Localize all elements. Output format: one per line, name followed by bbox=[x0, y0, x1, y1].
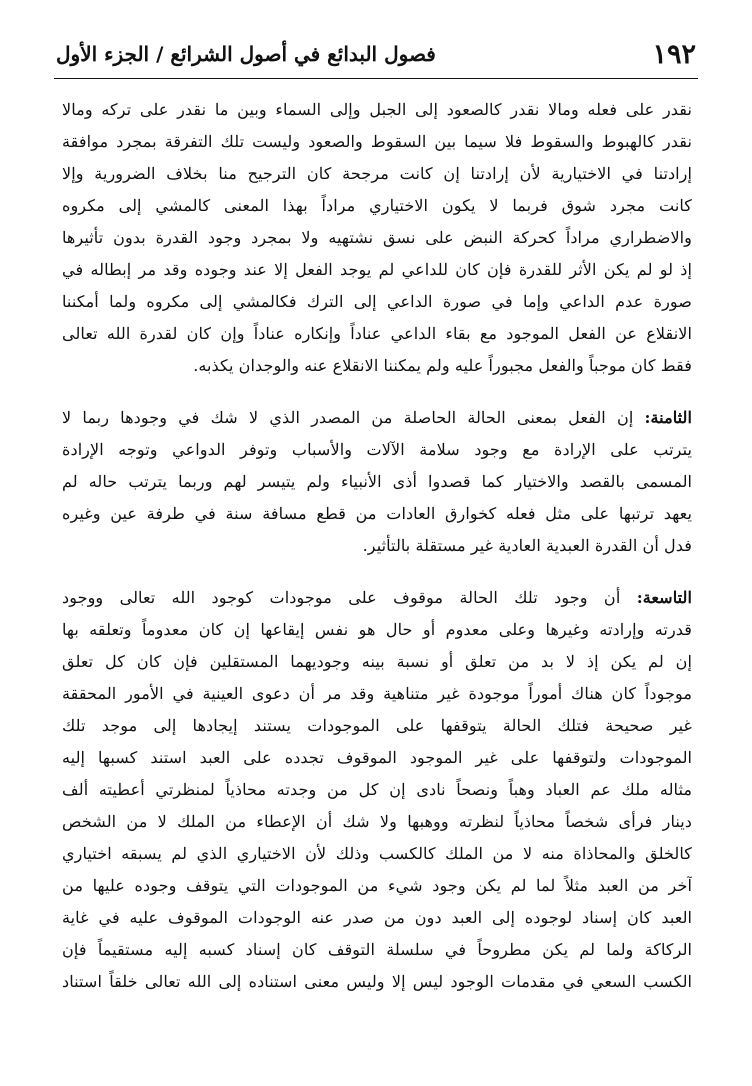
text-line: مثاله ملك عم العباد وهباً ونصحاً نادى إن كل من وجدته محاذياً لمنظرتي أعطيته ألف bbox=[62, 780, 692, 799]
header-rule bbox=[54, 78, 698, 79]
text-line: الموجودات ولتوقفها على غير الموجود الموقوف تجدده على العبد استند كسبها إليه bbox=[62, 748, 692, 767]
paragraph-2 bbox=[62, 402, 692, 562]
page-number: ١٩٢ bbox=[652, 38, 696, 70]
text-line: صورة عدم الداعي وإما في صورة الداعي إلى الترك فكالمشي إلى مكروه ولما أمكننا bbox=[62, 292, 692, 311]
text-line: دينار فرأى شخصاً محاذياً لنظرته ووهبها ولا شك أن الإعطاء من الملك لا من الشخص bbox=[62, 812, 692, 831]
text-line: قدرته وإرادته وغيرها وعلى معدوم أو حال هو نفس إيقاعها إن كان معدوماً وتعلقه بها bbox=[62, 620, 692, 639]
text-line: والاضطراري مراداً كحركة النبض على نسق نشتهيه ولا بمجرد وجود القدرة بدون تأثيرها bbox=[62, 228, 692, 247]
text-line bbox=[62, 582, 692, 614]
text-line: يترتب على الإرادة مع وجود سلامة الآلات والأسباب وتوفر الدواعي وتوجه الإرادة bbox=[62, 440, 692, 459]
text-line: فقط كان موجباً والفعل مجبوراً عليه ولم يمكننا الانقلاع عنه والوجدان يكذبه. bbox=[193, 356, 692, 375]
text-line: إذ لو لم يكن الأثر للقدرة فإن كان للداعي لم يوجد الفعل إلا عند وجوده وقد مر إبطاله في bbox=[62, 260, 692, 279]
paragraph-lead: التاسعة: bbox=[636, 588, 692, 607]
body-text bbox=[62, 94, 692, 998]
text-line: موجوداً كان هناك أموراً موجودة غير متناهية وقد مر أن دعوى العينية في الأمور المحققة bbox=[62, 684, 692, 703]
text-line: الكسب السعي في مقدمات الوجود ليس إلا وليس معنى استناده إلى الله تعالى خلقاً استناد bbox=[62, 972, 692, 991]
text-line: الركاكة ولما لم يكن مطروحاً في سلسلة التوقف كان إسناد كسبه إليه مستقيماً فإن bbox=[62, 940, 692, 959]
paragraph-3 bbox=[62, 582, 692, 998]
paragraph-gap bbox=[62, 562, 692, 582]
text-line: إرادتنا في الاختيارية لأن إرادتنا إن كانت مرجحة كان الترجيح منا بخلاف الضرورية وإلا bbox=[62, 164, 692, 183]
text-line: فدل أن القدرة العبدية العادية غير مستقلة بالتأثير. bbox=[362, 536, 692, 555]
text-line: المسمى بالقصد والاختيار كما قصدوا أذى الأنبياء ولم يتيسر لهم وربما يترتب حاله لم bbox=[62, 472, 692, 491]
text-line: غير صحيحة فتلك الحالة يتوقفها على الموجودات يستند إيجادها إلى موجد تلك bbox=[62, 716, 692, 735]
text-line: نقدر على فعله ومالا نقدر كالصعود إلى الجبل وإلى السماء وبين ما نقدر على تركه ومالا bbox=[62, 100, 692, 119]
paragraph-lead: الثامنة: bbox=[644, 408, 692, 427]
text-line: العبد كان إسناد لوجوده إلى العبد دون من صدر عنه الوجودات الموقوف عليه في غاية bbox=[62, 908, 692, 927]
text-line: كانت مجرد شوق فربما لا يكون الاختياري مراداً بهذا المعنى كالمشي إلى مكروه bbox=[62, 196, 692, 215]
text-line-content: أن وجود تلك الحالة موقوف على موجودات كوجود الله تعالى ووجود bbox=[62, 588, 621, 607]
running-title: فصول البدائع في أصول الشرائع / الجزء الأول bbox=[56, 42, 436, 66]
text-line: يعهد ترتبها على مثل فعله كخوارق العادات من قطع مسافة سنة في طرفة عين وغيره bbox=[62, 504, 692, 523]
text-line-content: إن الفعل بمعنى الحالة الحاصلة من المصدر الذي لا شك في وجودها ربما لا bbox=[62, 408, 634, 427]
text-line: إن لم يكن إذ لا بد من تعلق أو نسبة بينه وجوديهما المستقلين فإن كان كل تعلق bbox=[62, 652, 692, 671]
paragraph-1 bbox=[62, 94, 692, 382]
text-line: نقدر كالهبوط والسقوط فلا سيما بين السقوط والصعود وليست تلك التفرقة بمجرد موافقة bbox=[62, 132, 692, 151]
text-line: آخر من العبد مثلاً لما لم يكن وجود شيء من الموجودات التي يتوقف وجوده عليها من bbox=[62, 876, 692, 895]
text-line: الانقلاع عن الفعل الموجود مع بقاء الداعي عناداً وإنكاره عناداً وإن كان لقدرة الله تعالى bbox=[62, 324, 692, 343]
text-line bbox=[62, 402, 692, 434]
page-header bbox=[56, 32, 696, 76]
paragraph-gap bbox=[62, 382, 692, 402]
text-line: كالخلق والمحاذاة منه لا من الملك كالكسب وذلك لأن الاختياري الذي لم يسبقه اختياري bbox=[62, 844, 692, 863]
